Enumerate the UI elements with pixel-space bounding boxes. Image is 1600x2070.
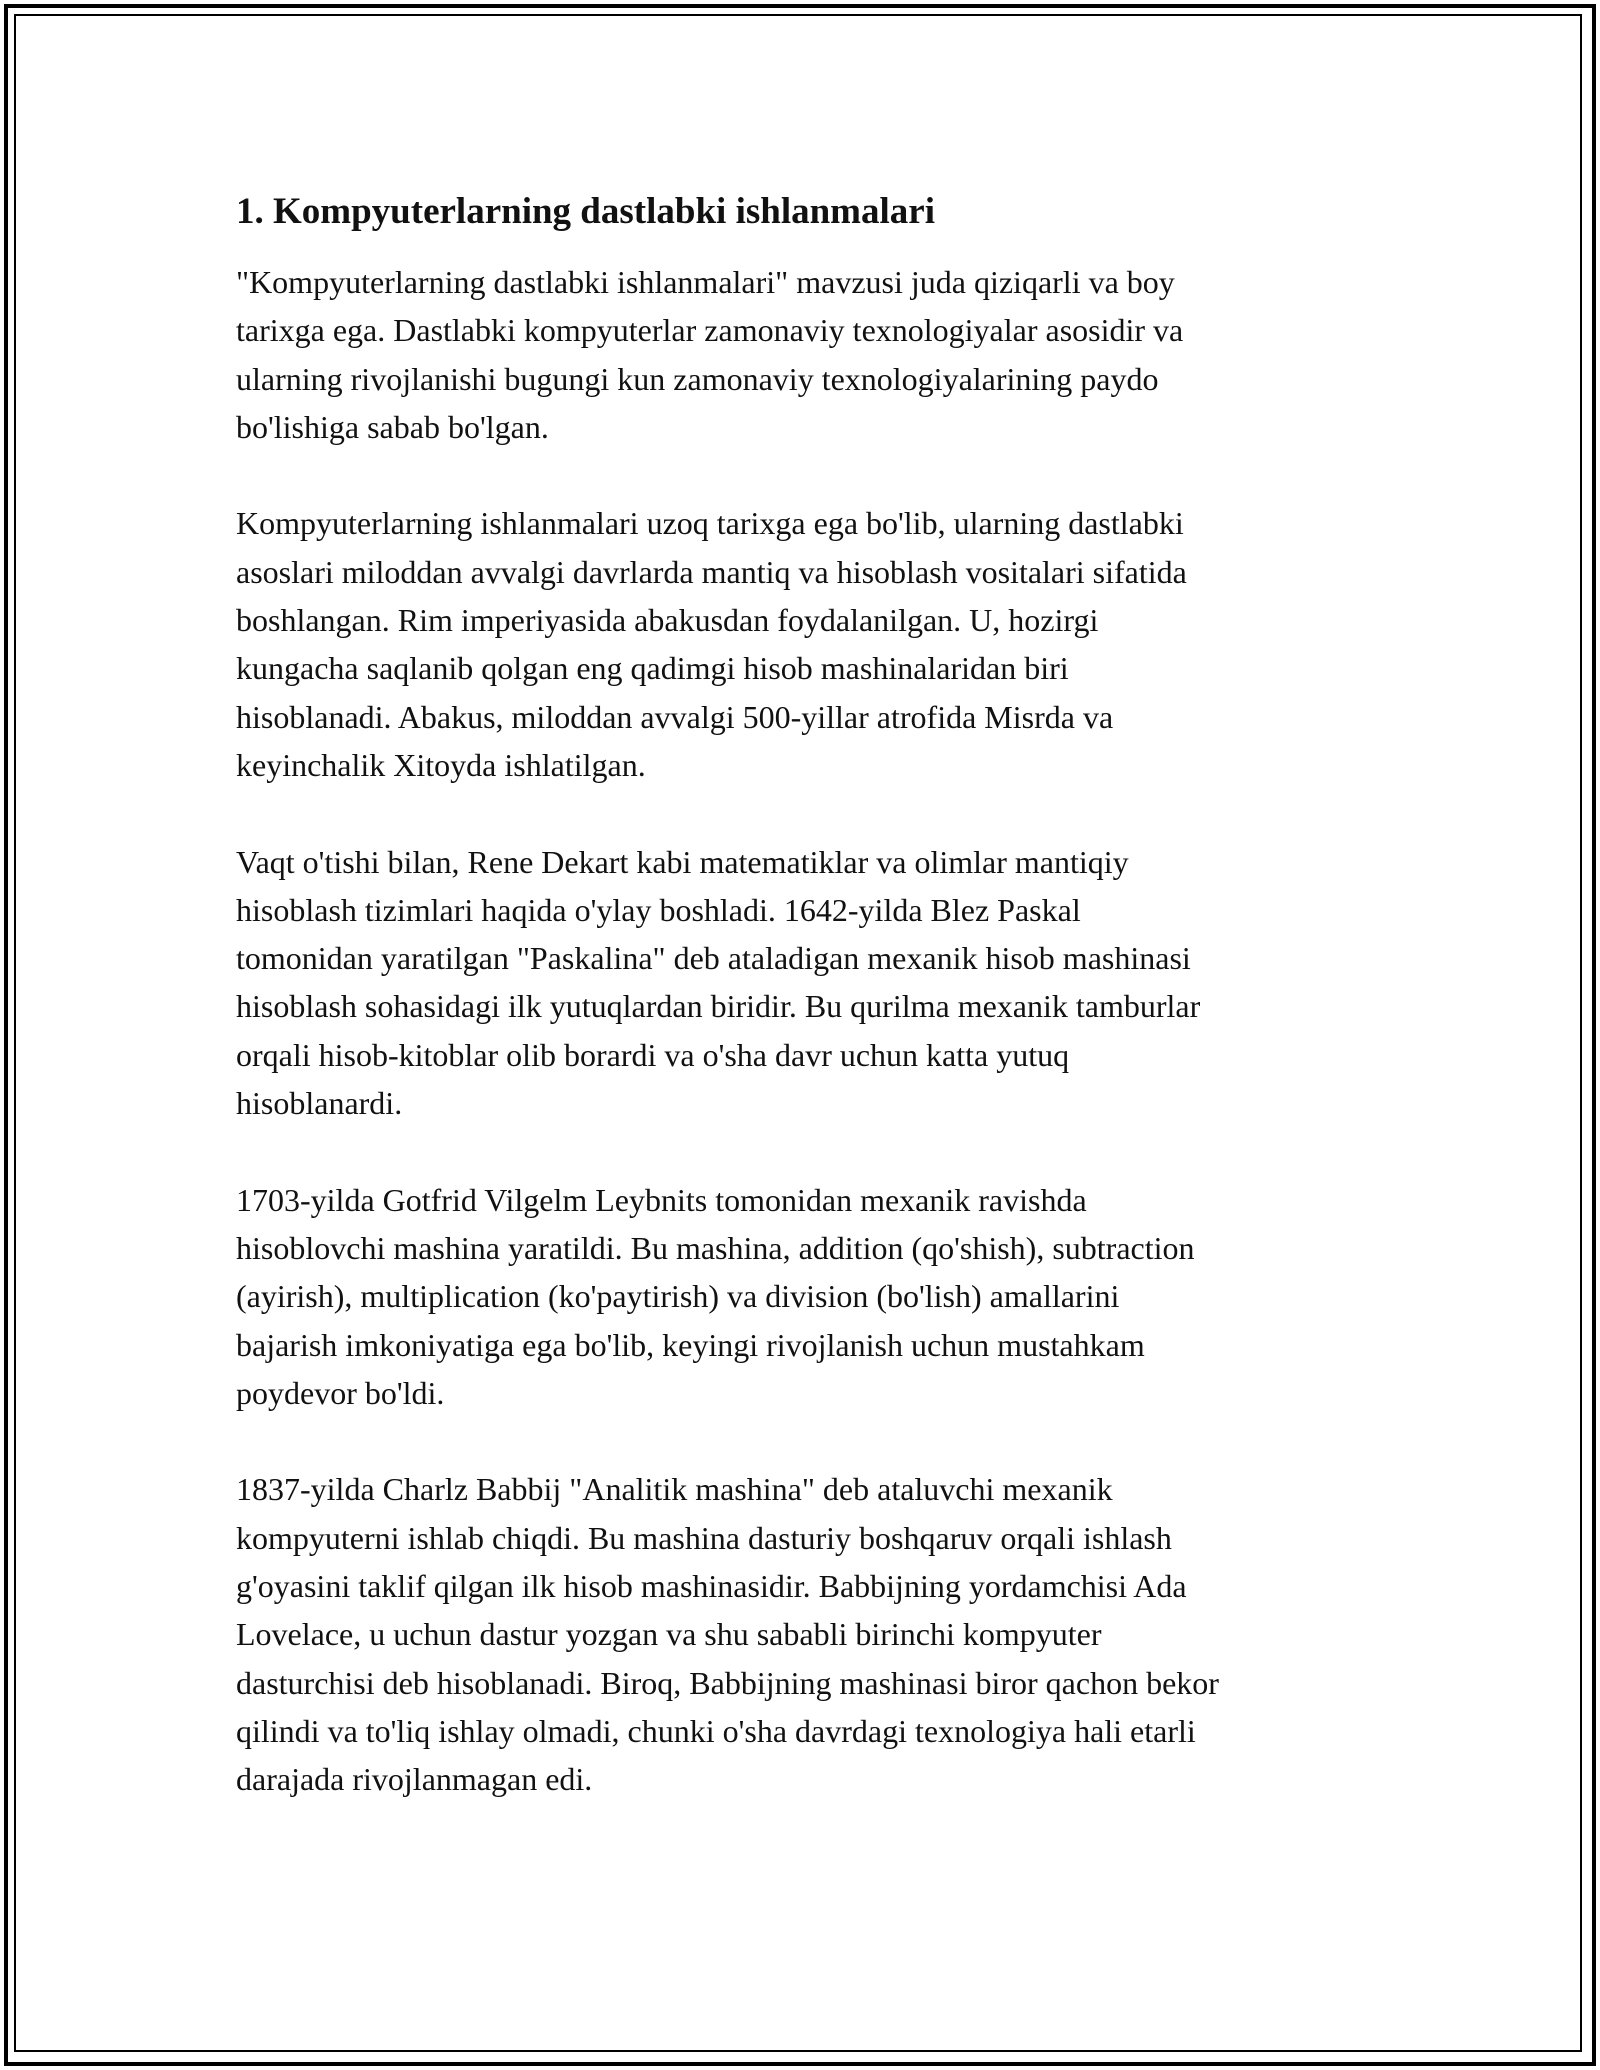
paragraph-line: asoslari miloddan avvalgi davrlarda mantiq va hisoblash vositalari sifatida [236, 553, 1187, 590]
paragraph-line: g'oyasini taklif qilgan ilk hisob mashinasidir. Babbijning yordamchisi Ada [236, 1568, 1187, 1605]
paragraph-line: orqali hisob-kitoblar olib borardi va o'sha davr uchun katta yutuq [236, 1036, 1070, 1073]
paragraph-line: "Kompyuterlarning dastlabki ishlanmalari" mavzusi juda qiziqarli va boy [236, 264, 1175, 300]
paragraph-line: bajarish imkoniyatiga ega bo'lib, keyingi rivojlanish uchun mustahkam [236, 1326, 1145, 1363]
paragraph-line: hisoblash tizimlari haqida o'ylay boshladi. 1642-yilda Blez Paskal [236, 891, 1081, 928]
section-heading: 1. Kompyuterlarning dastlabki ishlanmalari [236, 191, 935, 232]
paragraph-line: Vaqt o'tishi bilan, Rene Dekart kabi matematiklar va olimlar mantiqiy [236, 843, 1129, 880]
paragraph-leibniz [236, 1176, 1376, 1417]
paragraph-abacus [236, 499, 1376, 789]
paragraph-line: poydevor bo'ldi. [236, 1374, 445, 1411]
paragraph-line: boshlangan. Rim imperiyasida abakusdan foydalanilgan. U, hozirgi [236, 602, 1099, 639]
paragraph-line: kungacha saqlanib qolgan eng qadimgi hisob mashinalaridan biri [236, 650, 1069, 687]
paragraph-line: hisoblash sohasidagi ilk yutuqlardan biridir. Bu qurilma mexanik tamburlar [236, 988, 1201, 1025]
paragraph-line: (ayirish), multiplication (ko'paytirish) va division (bo'lish) amallarini [236, 1278, 1120, 1315]
paragraph-line: keyinchalik Xitoyda ishlatilgan. [236, 746, 646, 783]
paragraph-line: hisoblanardi. [236, 1085, 403, 1122]
paragraph-line: Kompyuterlarning ishlanmalari uzoq tarixga ega bo'lib, ularning dastlabki [236, 505, 1184, 542]
paragraph-line: kompyuterni ishlab chiqdi. Bu mashina dasturiy boshqaruv orqali ishlash [236, 1519, 1172, 1556]
paragraph-line: 1837-yilda Charlz Babbij "Analitik mashina" deb ataluvchi mexanik [236, 1471, 1113, 1508]
paragraph-line: 1703-yilda Gotfrid Vilgelm Leybnits tomonidan mexanik ravishda [236, 1181, 1087, 1218]
paragraph-line: dasturchisi deb hisoblanadi. Biroq, Babbijning mashinasi biror qachon bekor [236, 1664, 1219, 1701]
paragraph-pascaline [236, 838, 1376, 1128]
paragraph-line: qilindi va to'liq ishlay olmadi, chunki o'sha davrdagi texnologiya hali etarli [236, 1712, 1196, 1749]
paragraph-line: ularning rivojlanishi bugungi kun zamonaviy texnologiyalarining paydo [236, 360, 1159, 397]
paragraph-babbage [236, 1465, 1376, 1803]
paragraph-line: hisoblovchi mashina yaratildi. Bu mashina, addition (qo'shish), subtraction [236, 1229, 1195, 1266]
paragraph-line: hisoblanadi. Abakus, miloddan avvalgi 500-yillar atrofida Misrda va [236, 698, 1114, 735]
paragraph-line: bo'lishiga sabab bo'lgan. [236, 408, 549, 445]
paragraph-line: darajada rivojlanmagan edi. [236, 1761, 593, 1798]
paragraph-line: Lovelace, u uchun dastur yozgan va shu sababli birinchi kompyuter [236, 1616, 1102, 1653]
document-body [236, 188, 1376, 1852]
paragraph-line: tarixga ega. Dastlabki kompyuterlar zamonaviy texnologiyalar asosidir va [236, 312, 1184, 349]
paragraph-intro [236, 258, 1376, 451]
paragraph-line: tomonidan yaratilgan "Paskalina" deb ataladigan mexanik hisob mashinasi [236, 940, 1191, 977]
